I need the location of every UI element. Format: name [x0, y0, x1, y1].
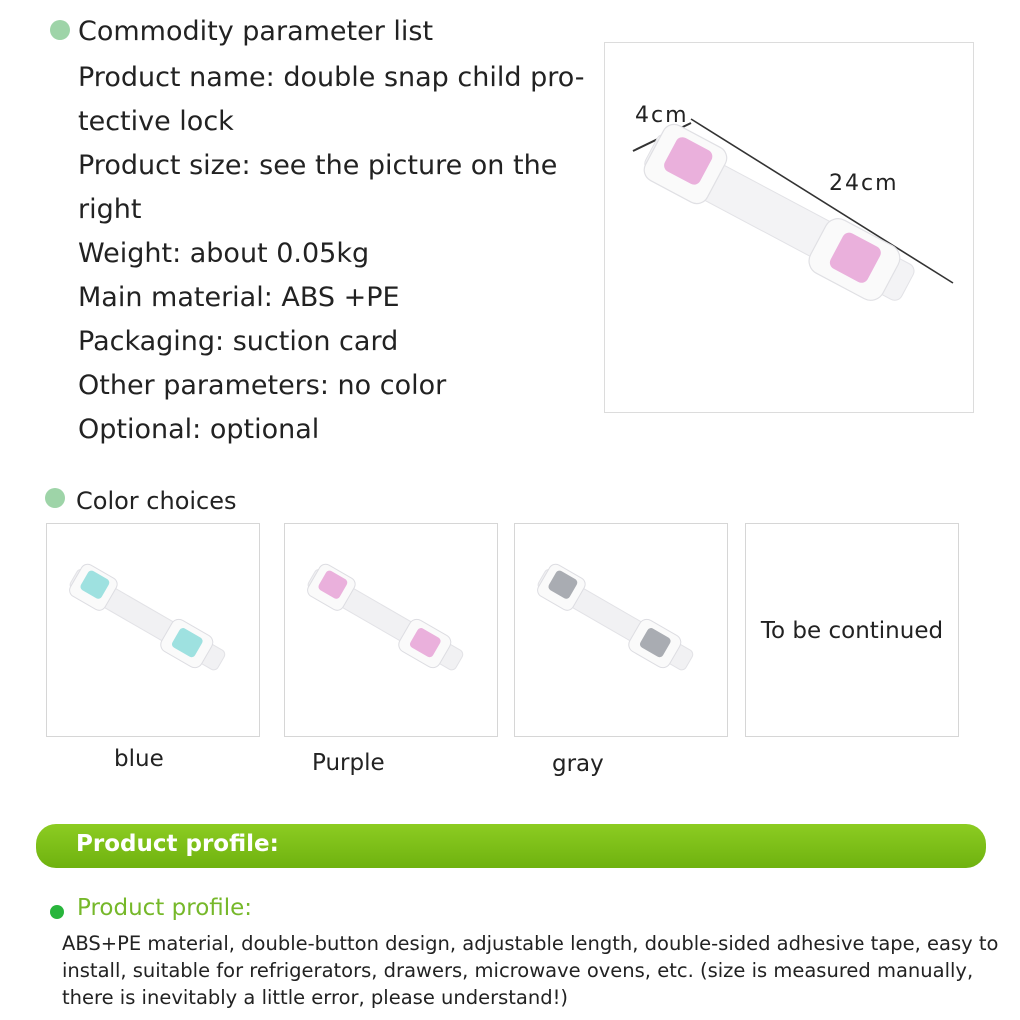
- lock-thumbnail: [47, 524, 259, 736]
- color-card-gray[interactable]: [514, 523, 728, 737]
- product-profile-banner: [36, 824, 986, 868]
- params-title: Commodity parameter list: [78, 16, 434, 47]
- param-line: tective lock: [78, 106, 234, 137]
- product-dimension-image: [604, 42, 974, 413]
- color-card-blue[interactable]: [46, 523, 260, 737]
- length-label: 24cm: [829, 171, 899, 196]
- param-line: Main material: ABS +PE: [78, 282, 400, 313]
- profile-heading: Product profile:: [77, 895, 253, 921]
- color-card-continued: [745, 523, 959, 737]
- color-label-purple: Purple: [312, 750, 385, 776]
- color-label-blue: blue: [114, 746, 164, 772]
- green-bullet-icon: [50, 905, 64, 919]
- lock-thumbnail: [285, 524, 497, 736]
- to-be-continued-label: To be continued: [760, 618, 944, 644]
- params-list: [78, 56, 585, 452]
- param-line: Weight: about 0.05kg: [78, 238, 370, 269]
- param-line: Packaging: suction card: [78, 326, 399, 357]
- param-line: Product name: double snap child pro-: [78, 62, 585, 93]
- banner-label: Product profile:: [76, 831, 279, 857]
- lock-illustration: [605, 43, 973, 412]
- param-line: right: [78, 194, 142, 225]
- bullet-dot-icon: [50, 20, 70, 40]
- param-line: Product size: see the picture on the: [78, 150, 558, 181]
- color-choices-title: Color choices: [76, 487, 237, 515]
- param-line: Optional: optional: [78, 414, 320, 445]
- profile-description: ABS+PE material, double-button design, adjustable length, double-sided adhesive tape, easy to install, suitable for refrigerators, drawers, microwave ovens, etc. (size is measured manually, there is inevitably a little error, please understand!): [62, 932, 999, 1009]
- width-label: 4cm: [635, 103, 689, 128]
- color-card-purple[interactable]: [284, 523, 498, 737]
- param-line: Other parameters: no color: [78, 370, 447, 401]
- color-label-gray: gray: [552, 751, 604, 777]
- lock-thumbnail: [515, 524, 727, 736]
- bullet-dot-icon: [45, 488, 65, 508]
